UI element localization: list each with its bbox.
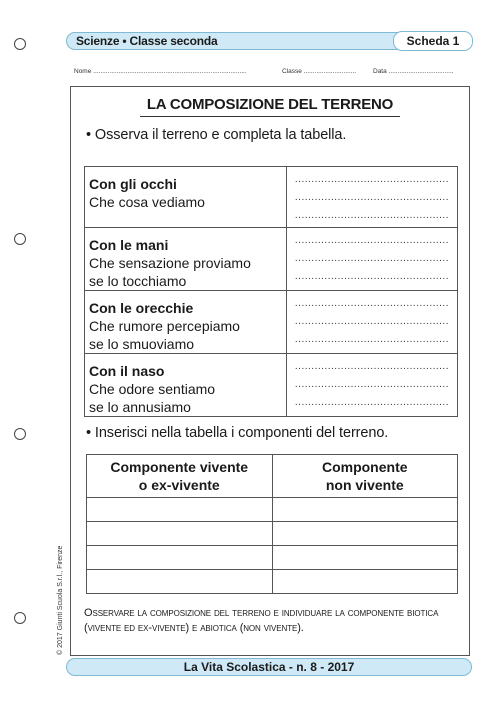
row-question: se lo smuoviamo <box>89 336 195 352</box>
answer-line[interactable]: ............................................... <box>294 210 449 221</box>
observation-table <box>84 166 458 417</box>
column-header-line: Componente vivente <box>110 459 249 475</box>
row-label <box>85 167 287 228</box>
class-label: Classe <box>282 68 302 75</box>
answer-line[interactable]: ............................................... <box>294 174 449 185</box>
instruction-components: • Inserisci nella tabella i componenti del terreno. <box>86 425 389 441</box>
answer-line[interactable]: ............................................... <box>294 397 449 408</box>
table-row <box>87 522 458 546</box>
header-subject: Scienze • Classe seconda <box>76 34 218 48</box>
table-row <box>85 167 458 228</box>
row-heading: Con gli occhi <box>89 176 177 192</box>
table-header-row <box>87 455 458 498</box>
answer-line[interactable]: ............................................... <box>294 271 449 282</box>
column-header-line: o ex-vivente <box>138 477 220 493</box>
components-table <box>86 454 458 594</box>
answer-cell[interactable] <box>286 291 457 354</box>
name-label: Nome <box>74 68 92 75</box>
column-header-nonliving <box>272 455 458 498</box>
column-header-line: non vivente <box>325 477 404 493</box>
row-label <box>85 291 287 354</box>
row-label <box>85 354 287 417</box>
table-row <box>85 291 458 354</box>
answer-line[interactable]: ............................................... <box>294 379 449 390</box>
binder-hole-1 <box>14 38 26 50</box>
date-label: Data <box>373 68 387 75</box>
column-header-living <box>87 455 273 498</box>
title-underline <box>140 116 400 117</box>
answer-line[interactable]: ............................................... <box>294 334 449 345</box>
answer-line[interactable]: ............................................... <box>294 192 449 203</box>
row-question: se lo annusiamo <box>89 399 191 415</box>
date-field: Data .................................... <box>373 68 454 75</box>
sheet-number-tab: Scheda 1 <box>393 31 473 51</box>
answer-line[interactable]: ............................................... <box>294 361 449 372</box>
blank-cell[interactable] <box>87 570 273 594</box>
class-field: Classe ............................. <box>282 68 357 75</box>
table-row <box>87 570 458 594</box>
answer-cell[interactable] <box>286 167 457 228</box>
blank-cell[interactable] <box>272 498 458 522</box>
column-header-line: Componente <box>321 459 408 475</box>
instruction-observe: • Osserva il terreno e completa la tabella. <box>86 127 347 143</box>
answer-line[interactable]: ............................................... <box>294 316 449 327</box>
answer-line[interactable]: ............................................... <box>294 235 449 246</box>
row-label <box>85 228 287 291</box>
copyright-notice: © 2017 Giunti Scuola S.r.l., Firenze <box>57 545 64 655</box>
publication-footer: La Vita Scolastica - n. 8 - 2017 <box>66 658 472 676</box>
teacher-objective-note: Osservare la composizione del terreno e individuare la componente biotica (vivente ed ex-vivente) e abiotica (non vivente). <box>84 607 439 634</box>
page-title: LA COMPOSIZIONE DEL TERRENO <box>146 96 394 113</box>
answer-line[interactable]: ............................................... <box>294 298 449 309</box>
blank-cell[interactable] <box>87 498 273 522</box>
row-heading: Con le mani <box>89 237 169 253</box>
answer-cell[interactable] <box>286 354 457 417</box>
answer-line[interactable]: ............................................... <box>294 253 449 264</box>
row-heading: Con le orecchie <box>89 300 194 316</box>
row-question: Che rumore percepiamo <box>89 318 240 334</box>
row-question: Che odore sentiamo <box>89 381 216 397</box>
row-question: Che cosa vediamo <box>89 194 205 210</box>
name-field: Nome ..................................................................................... <box>74 68 247 75</box>
answer-cell[interactable] <box>286 228 457 291</box>
row-heading: Con il naso <box>89 363 165 379</box>
binder-hole-4 <box>14 612 26 624</box>
blank-cell[interactable] <box>87 522 273 546</box>
blank-cell[interactable] <box>87 546 273 570</box>
row-question: se lo tocchiamo <box>89 273 187 289</box>
blank-cell[interactable] <box>272 522 458 546</box>
binder-hole-2 <box>14 233 26 245</box>
blank-cell[interactable] <box>272 570 458 594</box>
row-question: Che sensazione proviamo <box>89 255 251 271</box>
table-row <box>85 228 458 291</box>
blank-cell[interactable] <box>272 546 458 570</box>
binder-hole-3 <box>14 428 26 440</box>
table-row <box>87 546 458 570</box>
table-row <box>87 498 458 522</box>
table-row <box>85 354 458 417</box>
